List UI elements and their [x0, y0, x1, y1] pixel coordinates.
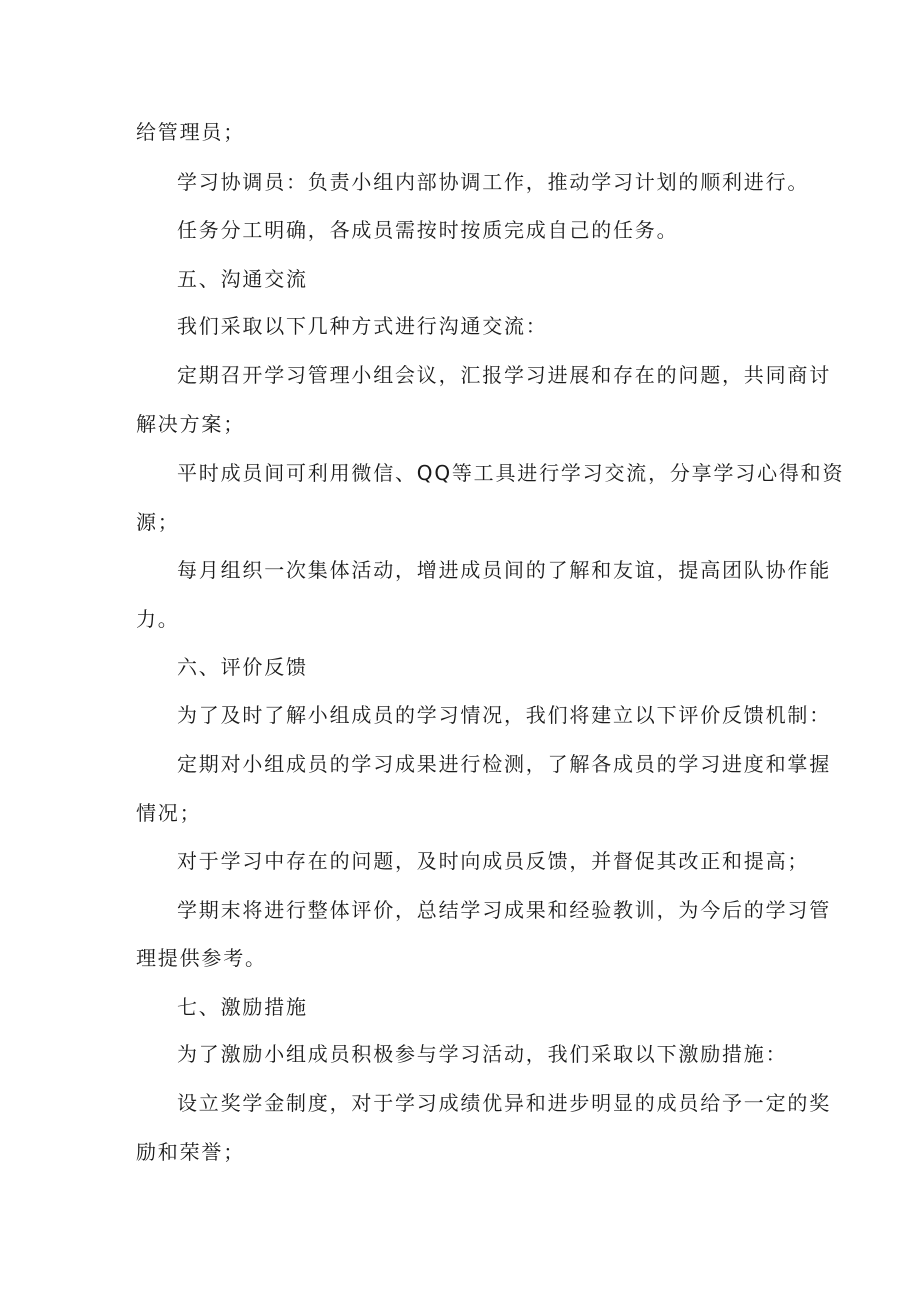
section-heading: 七、激励措施 [177, 995, 308, 1019]
section-heading: 五、沟通交流 [177, 267, 308, 291]
text-line: 情况； [136, 801, 202, 825]
text-line: 解决方案； [136, 412, 245, 436]
text-line: 我们采取以下几种方式进行沟通交流： [177, 314, 548, 338]
text-line: 为了激励小组成员积极参与学习活动，我们采取以下激励措施： [177, 1042, 788, 1066]
text-line: 平时成员间可利用微信、QQ等工具进行学习交流，分享学习心得和资 [177, 461, 845, 485]
text-line: 定期对小组成员的学习成果进行检测，了解各成员的学习进度和掌握 [177, 752, 831, 776]
text-line: 对于学习中存在的问题，及时向成员反馈，并督促其改正和提高； [177, 849, 810, 873]
text-line: 理提供参考。 [136, 946, 267, 970]
text-line: 力。 [136, 607, 180, 631]
text-line: 定期召开学习管理小组会议，汇报学习进展和存在的问题，共同商讨 [177, 363, 831, 387]
section-heading: 六、评价反馈 [177, 655, 308, 679]
text-line: 给管理员； [136, 120, 245, 144]
text-line: 源； [136, 510, 180, 534]
text-line: 为了及时了解小组成员的学习情况，我们将建立以下评价反馈机制： [177, 703, 831, 727]
text-line: 设立奖学金制度，对于学习成绩优异和进步明显的成员给予一定的奖 [177, 1091, 831, 1115]
text-line: 学期末将进行整体评价，总结学习成果和经验教训，为今后的学习管 [177, 898, 831, 922]
text-line: 学习协调员：负责小组内部协调工作，推动学习计划的顺利进行。 [177, 170, 810, 194]
text-line: 每月组织一次集体活动，增进成员间的了解和友谊，提高团队协作能 [177, 558, 831, 582]
text-line: 任务分工明确，各成员需按时按质完成自己的任务。 [177, 218, 679, 242]
text-line: 励和荣誉； [136, 1140, 245, 1164]
